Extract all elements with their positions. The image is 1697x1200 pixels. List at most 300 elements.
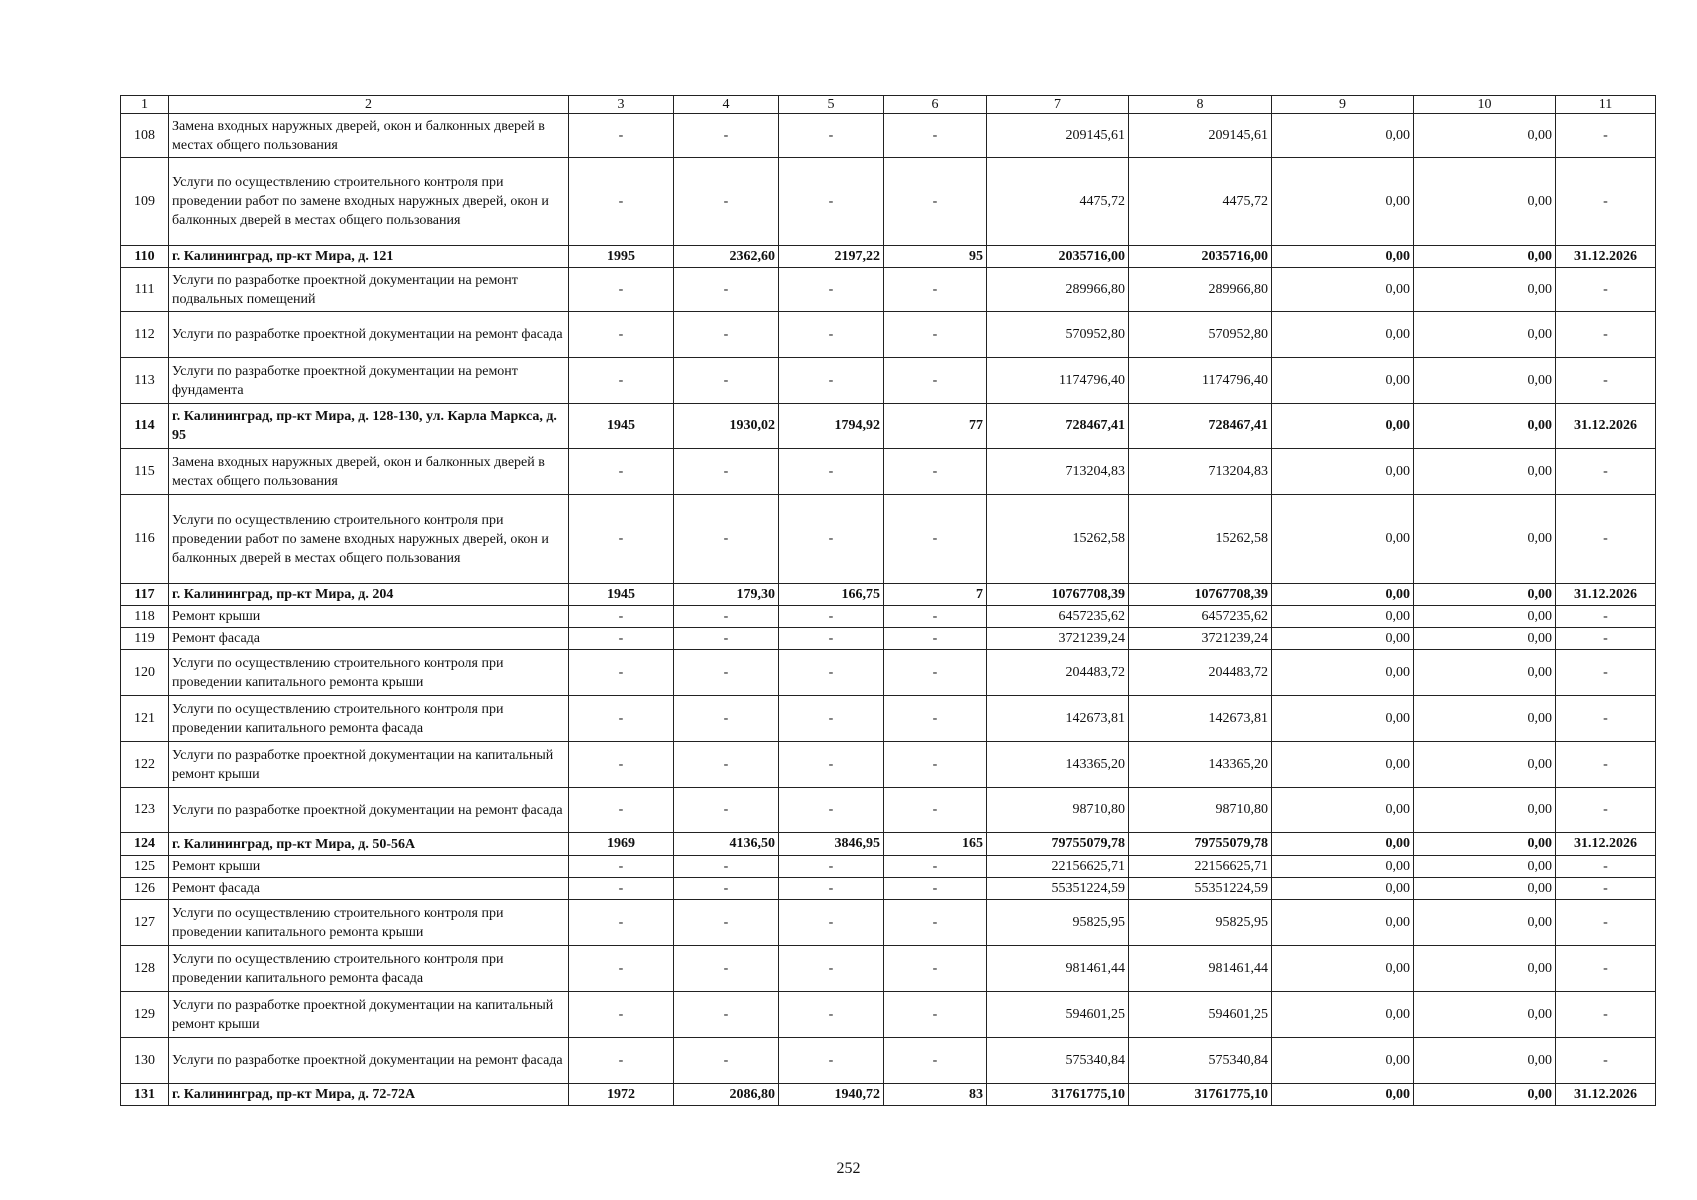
cell-col-11: - <box>1556 878 1656 900</box>
work-description: Ремонт крыши <box>169 856 569 878</box>
cell-col-10: 0,00 <box>1414 788 1556 833</box>
cell-col-8: 143365,20 <box>1129 742 1272 788</box>
cell-col-11: - <box>1556 696 1656 742</box>
cell-col-3: - <box>569 114 674 158</box>
column-header: 3 <box>569 96 674 114</box>
cell-col-5: - <box>779 312 884 358</box>
cell-col-6: - <box>884 900 987 946</box>
work-description: Услуги по разработке проектной документации на ремонт фундамента <box>169 358 569 404</box>
cell-col-10: 0,00 <box>1414 114 1556 158</box>
cell-col-3: - <box>569 312 674 358</box>
cell-col-6: - <box>884 606 987 628</box>
row-number: 122 <box>121 742 169 788</box>
row-number: 125 <box>121 856 169 878</box>
cell-col-6: - <box>884 696 987 742</box>
table-row <box>121 268 1656 312</box>
row-number: 119 <box>121 628 169 650</box>
table-row <box>121 606 1656 628</box>
cell-col-8: 95825,95 <box>1129 900 1272 946</box>
cell-col-3: - <box>569 628 674 650</box>
cell-col-4: - <box>674 312 779 358</box>
cell-col-3: - <box>569 358 674 404</box>
work-description: г. Калининград, пр-кт Мира, д. 50-56А <box>169 833 569 856</box>
column-number-row <box>121 96 1656 114</box>
cell-col-9: 0,00 <box>1272 1084 1414 1106</box>
work-description: Замена входных наружных дверей, окон и балконных дверей в местах общего пользования <box>169 114 569 158</box>
row-number: 131 <box>121 1084 169 1106</box>
cell-col-5: - <box>779 1038 884 1084</box>
cell-col-10: 0,00 <box>1414 404 1556 449</box>
work-description: Услуги по разработке проектной документации на ремонт подвальных помещений <box>169 268 569 312</box>
cell-col-4: 4136,50 <box>674 833 779 856</box>
table-row <box>121 158 1656 246</box>
cell-col-10: 0,00 <box>1414 900 1556 946</box>
cell-col-4: - <box>674 495 779 584</box>
cell-col-11: - <box>1556 788 1656 833</box>
cell-col-4: - <box>674 268 779 312</box>
cell-col-7: 98710,80 <box>987 788 1129 833</box>
cell-col-9: 0,00 <box>1272 992 1414 1038</box>
cell-col-7: 575340,84 <box>987 1038 1129 1084</box>
table-row <box>121 628 1656 650</box>
cell-col-11: - <box>1556 856 1656 878</box>
cell-col-3: 1945 <box>569 404 674 449</box>
cell-col-3: - <box>569 878 674 900</box>
cell-col-8: 570952,80 <box>1129 312 1272 358</box>
cell-col-9: 0,00 <box>1272 628 1414 650</box>
cell-col-3: - <box>569 650 674 696</box>
cell-col-5: - <box>779 788 884 833</box>
cell-col-4: - <box>674 358 779 404</box>
cell-col-9: 0,00 <box>1272 158 1414 246</box>
table-row <box>121 404 1656 449</box>
work-description: г. Калининград, пр-кт Мира, д. 72-72А <box>169 1084 569 1106</box>
cell-col-11: 31.12.2026 <box>1556 404 1656 449</box>
cell-col-7: 95825,95 <box>987 900 1129 946</box>
cell-col-10: 0,00 <box>1414 878 1556 900</box>
cell-col-5: - <box>779 606 884 628</box>
cell-col-5: - <box>779 628 884 650</box>
table-row <box>121 495 1656 584</box>
cell-col-11: 31.12.2026 <box>1556 1084 1656 1106</box>
cell-col-11: - <box>1556 358 1656 404</box>
cell-col-8: 79755079,78 <box>1129 833 1272 856</box>
work-description: г. Калининград, пр-кт Мира, д. 204 <box>169 584 569 606</box>
row-number: 118 <box>121 606 169 628</box>
row-number: 130 <box>121 1038 169 1084</box>
cell-col-5: - <box>779 268 884 312</box>
cell-col-4: - <box>674 606 779 628</box>
cell-col-8: 10767708,39 <box>1129 584 1272 606</box>
cell-col-7: 289966,80 <box>987 268 1129 312</box>
cell-col-3: - <box>569 495 674 584</box>
cell-col-11: 31.12.2026 <box>1556 833 1656 856</box>
row-number: 114 <box>121 404 169 449</box>
cell-col-3: - <box>569 268 674 312</box>
cell-col-9: 0,00 <box>1272 449 1414 495</box>
page-number: 252 <box>836 1160 861 1177</box>
cell-col-9: 0,00 <box>1272 742 1414 788</box>
row-number: 113 <box>121 358 169 404</box>
cell-col-11: - <box>1556 946 1656 992</box>
table-row <box>121 1038 1656 1084</box>
cell-col-5: 1794,92 <box>779 404 884 449</box>
work-description: Услуги по разработке проектной документации на капитальный ремонт крыши <box>169 742 569 788</box>
cell-col-7: 594601,25 <box>987 992 1129 1038</box>
cell-col-7: 79755079,78 <box>987 833 1129 856</box>
row-number: 116 <box>121 495 169 584</box>
cell-col-4: - <box>674 696 779 742</box>
column-header: 11 <box>1556 96 1656 114</box>
row-number: 129 <box>121 992 169 1038</box>
cell-col-6: - <box>884 312 987 358</box>
cell-col-3: - <box>569 788 674 833</box>
cell-col-5: 3846,95 <box>779 833 884 856</box>
cell-col-6: - <box>884 1038 987 1084</box>
work-description: Ремонт крыши <box>169 606 569 628</box>
cell-col-4: 179,30 <box>674 584 779 606</box>
cell-col-11: - <box>1556 628 1656 650</box>
row-number: 128 <box>121 946 169 992</box>
work-description: Услуги по осуществлению строительного контроля при проведении работ по замене входных наружных дверей, окон и балконных дверей в местах общего пользования <box>169 495 569 584</box>
cell-col-4: - <box>674 788 779 833</box>
cell-col-6: - <box>884 992 987 1038</box>
column-header: 4 <box>674 96 779 114</box>
cell-col-8: 22156625,71 <box>1129 856 1272 878</box>
work-description: Услуги по разработке проектной документации на ремонт фасада <box>169 788 569 833</box>
cell-col-7: 204483,72 <box>987 650 1129 696</box>
cell-col-10: 0,00 <box>1414 696 1556 742</box>
cell-col-5: - <box>779 495 884 584</box>
cell-col-5: - <box>779 358 884 404</box>
cell-col-9: 0,00 <box>1272 833 1414 856</box>
table-row <box>121 584 1656 606</box>
cell-col-5: - <box>779 449 884 495</box>
cell-col-4: - <box>674 1038 779 1084</box>
cell-col-3: 1995 <box>569 246 674 268</box>
cell-col-4: - <box>674 900 779 946</box>
cell-col-3: 1969 <box>569 833 674 856</box>
work-description: Услуги по разработке проектной документации на капитальный ремонт крыши <box>169 992 569 1038</box>
cell-col-8: 594601,25 <box>1129 992 1272 1038</box>
cell-col-10: 0,00 <box>1414 992 1556 1038</box>
cell-col-9: 0,00 <box>1272 900 1414 946</box>
table-row <box>121 650 1656 696</box>
cell-col-5: - <box>779 856 884 878</box>
cell-col-10: 0,00 <box>1414 449 1556 495</box>
cell-col-10: 0,00 <box>1414 946 1556 992</box>
cell-col-3: - <box>569 900 674 946</box>
cell-col-11: 31.12.2026 <box>1556 584 1656 606</box>
cell-col-11: - <box>1556 650 1656 696</box>
row-number: 124 <box>121 833 169 856</box>
table-row <box>121 246 1656 268</box>
cell-col-11: - <box>1556 606 1656 628</box>
cell-col-4: - <box>674 946 779 992</box>
register-table <box>120 95 1656 1106</box>
cell-col-9: 0,00 <box>1272 1038 1414 1084</box>
row-number: 112 <box>121 312 169 358</box>
cell-col-10: 0,00 <box>1414 158 1556 246</box>
cell-col-5: - <box>779 158 884 246</box>
cell-col-8: 15262,58 <box>1129 495 1272 584</box>
cell-col-8: 55351224,59 <box>1129 878 1272 900</box>
cell-col-11: - <box>1556 268 1656 312</box>
cell-col-8: 204483,72 <box>1129 650 1272 696</box>
cell-col-7: 31761775,10 <box>987 1084 1129 1106</box>
column-header: 10 <box>1414 96 1556 114</box>
row-number: 111 <box>121 268 169 312</box>
row-number: 127 <box>121 900 169 946</box>
cell-col-3: - <box>569 992 674 1038</box>
cell-col-7: 143365,20 <box>987 742 1129 788</box>
cell-col-9: 0,00 <box>1272 584 1414 606</box>
table-row <box>121 833 1656 856</box>
cell-col-6: 83 <box>884 1084 987 1106</box>
cell-col-11: - <box>1556 992 1656 1038</box>
table-row <box>121 992 1656 1038</box>
row-number: 121 <box>121 696 169 742</box>
cell-col-10: 0,00 <box>1414 246 1556 268</box>
cell-col-11: - <box>1556 449 1656 495</box>
cell-col-4: 2362,60 <box>674 246 779 268</box>
cell-col-11: - <box>1556 312 1656 358</box>
cell-col-10: 0,00 <box>1414 856 1556 878</box>
work-description: г. Калининград, пр-кт Мира, д. 128-130, ул. Карла Маркса, д. 95 <box>169 404 569 449</box>
cell-col-8: 1174796,40 <box>1129 358 1272 404</box>
column-header: 8 <box>1129 96 1272 114</box>
cell-col-5: - <box>779 900 884 946</box>
cell-col-7: 3721239,24 <box>987 628 1129 650</box>
cell-col-11: - <box>1556 495 1656 584</box>
cell-col-3: - <box>569 1038 674 1084</box>
row-number: 126 <box>121 878 169 900</box>
cell-col-4: - <box>674 992 779 1038</box>
cell-col-9: 0,00 <box>1272 946 1414 992</box>
cell-col-7: 142673,81 <box>987 696 1129 742</box>
row-number: 117 <box>121 584 169 606</box>
cell-col-4: - <box>674 878 779 900</box>
column-header: 5 <box>779 96 884 114</box>
cell-col-8: 728467,41 <box>1129 404 1272 449</box>
cell-col-8: 142673,81 <box>1129 696 1272 742</box>
cell-col-6: - <box>884 650 987 696</box>
cell-col-7: 6457235,62 <box>987 606 1129 628</box>
work-description: Услуги по осуществлению строительного контроля при проведении капитального ремонта крыши <box>169 650 569 696</box>
cell-col-3: - <box>569 158 674 246</box>
work-description: Замена входных наружных дверей, окон и балконных дверей в местах общего пользования <box>169 449 569 495</box>
cell-col-10: 0,00 <box>1414 1084 1556 1106</box>
cell-col-10: 0,00 <box>1414 606 1556 628</box>
cell-col-6: 7 <box>884 584 987 606</box>
table-row <box>121 696 1656 742</box>
cell-col-9: 0,00 <box>1272 878 1414 900</box>
cell-col-3: - <box>569 449 674 495</box>
cell-col-9: 0,00 <box>1272 606 1414 628</box>
cell-col-8: 713204,83 <box>1129 449 1272 495</box>
cell-col-7: 2035716,00 <box>987 246 1129 268</box>
table-row <box>121 900 1656 946</box>
cell-col-5: - <box>779 992 884 1038</box>
cell-col-6: - <box>884 946 987 992</box>
cell-col-8: 981461,44 <box>1129 946 1272 992</box>
cell-col-7: 713204,83 <box>987 449 1129 495</box>
table-row <box>121 946 1656 992</box>
cell-col-4: - <box>674 158 779 246</box>
cell-col-11: - <box>1556 1038 1656 1084</box>
cell-col-6: - <box>884 628 987 650</box>
cell-col-6: - <box>884 788 987 833</box>
column-header: 1 <box>121 96 169 114</box>
table-row <box>121 1084 1656 1106</box>
cell-col-10: 0,00 <box>1414 650 1556 696</box>
row-number: 115 <box>121 449 169 495</box>
work-description: Ремонт фасада <box>169 628 569 650</box>
cell-col-8: 209145,61 <box>1129 114 1272 158</box>
cell-col-6: - <box>884 742 987 788</box>
cell-col-7: 570952,80 <box>987 312 1129 358</box>
cell-col-10: 0,00 <box>1414 584 1556 606</box>
cell-col-7: 209145,61 <box>987 114 1129 158</box>
cell-col-4: - <box>674 742 779 788</box>
cell-col-6: - <box>884 856 987 878</box>
cell-col-7: 15262,58 <box>987 495 1129 584</box>
cell-col-9: 0,00 <box>1272 650 1414 696</box>
cell-col-8: 3721239,24 <box>1129 628 1272 650</box>
cell-col-10: 0,00 <box>1414 628 1556 650</box>
cell-col-6: - <box>884 358 987 404</box>
cell-col-10: 0,00 <box>1414 1038 1556 1084</box>
cell-col-9: 0,00 <box>1272 696 1414 742</box>
cell-col-5: - <box>779 878 884 900</box>
work-description: Услуги по осуществлению строительного контроля при проведении капитального ремонта фасада <box>169 696 569 742</box>
cell-col-3: - <box>569 856 674 878</box>
table-row <box>121 788 1656 833</box>
column-header: 6 <box>884 96 987 114</box>
cell-col-6: - <box>884 158 987 246</box>
cell-col-3: - <box>569 606 674 628</box>
cell-col-11: - <box>1556 114 1656 158</box>
cell-col-11: 31.12.2026 <box>1556 246 1656 268</box>
row-number: 120 <box>121 650 169 696</box>
cell-col-6: - <box>884 449 987 495</box>
work-description: Услуги по осуществлению строительного контроля при проведении работ по замене входных наружных дверей, окон и балконных дверей в местах общего пользования <box>169 158 569 246</box>
cell-col-8: 575340,84 <box>1129 1038 1272 1084</box>
cell-col-4: - <box>674 628 779 650</box>
cell-col-7: 22156625,71 <box>987 856 1129 878</box>
cell-col-5: - <box>779 650 884 696</box>
cell-col-6: - <box>884 114 987 158</box>
cell-col-11: - <box>1556 900 1656 946</box>
cell-col-10: 0,00 <box>1414 742 1556 788</box>
cell-col-6: 165 <box>884 833 987 856</box>
cell-col-9: 0,00 <box>1272 114 1414 158</box>
cell-col-3: 1972 <box>569 1084 674 1106</box>
cell-col-7: 728467,41 <box>987 404 1129 449</box>
table-row <box>121 114 1656 158</box>
cell-col-9: 0,00 <box>1272 788 1414 833</box>
row-number: 109 <box>121 158 169 246</box>
work-description: Услуги по осуществлению строительного контроля при проведении капитального ремонта крыши <box>169 900 569 946</box>
cell-col-7: 10767708,39 <box>987 584 1129 606</box>
cell-col-10: 0,00 <box>1414 495 1556 584</box>
row-number: 108 <box>121 114 169 158</box>
table-row <box>121 312 1656 358</box>
work-description: Услуги по осуществлению строительного контроля при проведении капитального ремонта фасада <box>169 946 569 992</box>
cell-col-6: - <box>884 495 987 584</box>
cell-col-4: 2086,80 <box>674 1084 779 1106</box>
cell-col-5: 1940,72 <box>779 1084 884 1106</box>
row-number: 110 <box>121 246 169 268</box>
cell-col-4: - <box>674 114 779 158</box>
cell-col-7: 55351224,59 <box>987 878 1129 900</box>
cell-col-4: - <box>674 856 779 878</box>
cell-col-6: - <box>884 878 987 900</box>
cell-col-6: 77 <box>884 404 987 449</box>
cell-col-4: - <box>674 449 779 495</box>
cell-col-4: - <box>674 650 779 696</box>
cell-col-9: 0,00 <box>1272 856 1414 878</box>
cell-col-7: 981461,44 <box>987 946 1129 992</box>
cell-col-9: 0,00 <box>1272 404 1414 449</box>
cell-col-9: 0,00 <box>1272 268 1414 312</box>
cell-col-5: 2197,22 <box>779 246 884 268</box>
cell-col-7: 4475,72 <box>987 158 1129 246</box>
column-header: 7 <box>987 96 1129 114</box>
table-row <box>121 449 1656 495</box>
cell-col-9: 0,00 <box>1272 246 1414 268</box>
table-row <box>121 742 1656 788</box>
cell-col-8: 31761775,10 <box>1129 1084 1272 1106</box>
cell-col-4: 1930,02 <box>674 404 779 449</box>
cell-col-3: - <box>569 742 674 788</box>
cell-col-3: 1945 <box>569 584 674 606</box>
cell-col-5: 166,75 <box>779 584 884 606</box>
cell-col-9: 0,00 <box>1272 495 1414 584</box>
cell-col-3: - <box>569 946 674 992</box>
cell-col-10: 0,00 <box>1414 358 1556 404</box>
table-row <box>121 856 1656 878</box>
cell-col-5: - <box>779 114 884 158</box>
row-number: 123 <box>121 788 169 833</box>
cell-col-5: - <box>779 742 884 788</box>
work-description: Услуги по разработке проектной документации на ремонт фасада <box>169 1038 569 1084</box>
table-row <box>121 358 1656 404</box>
cell-col-7: 1174796,40 <box>987 358 1129 404</box>
cell-col-8: 2035716,00 <box>1129 246 1272 268</box>
column-header: 9 <box>1272 96 1414 114</box>
column-header: 2 <box>169 96 569 114</box>
cell-col-6: - <box>884 268 987 312</box>
cell-col-9: 0,00 <box>1272 358 1414 404</box>
cell-col-3: - <box>569 696 674 742</box>
work-description: Ремонт фасада <box>169 878 569 900</box>
cell-col-10: 0,00 <box>1414 312 1556 358</box>
cell-col-8: 4475,72 <box>1129 158 1272 246</box>
cell-col-6: 95 <box>884 246 987 268</box>
work-description: Услуги по разработке проектной документации на ремонт фасада <box>169 312 569 358</box>
cell-col-8: 98710,80 <box>1129 788 1272 833</box>
cell-col-8: 6457235,62 <box>1129 606 1272 628</box>
cell-col-11: - <box>1556 742 1656 788</box>
cell-col-9: 0,00 <box>1272 312 1414 358</box>
work-description: г. Калининград, пр-кт Мира, д. 121 <box>169 246 569 268</box>
table-row <box>121 878 1656 900</box>
cell-col-8: 289966,80 <box>1129 268 1272 312</box>
cell-col-10: 0,00 <box>1414 833 1556 856</box>
cell-col-11: - <box>1556 158 1656 246</box>
cell-col-5: - <box>779 696 884 742</box>
